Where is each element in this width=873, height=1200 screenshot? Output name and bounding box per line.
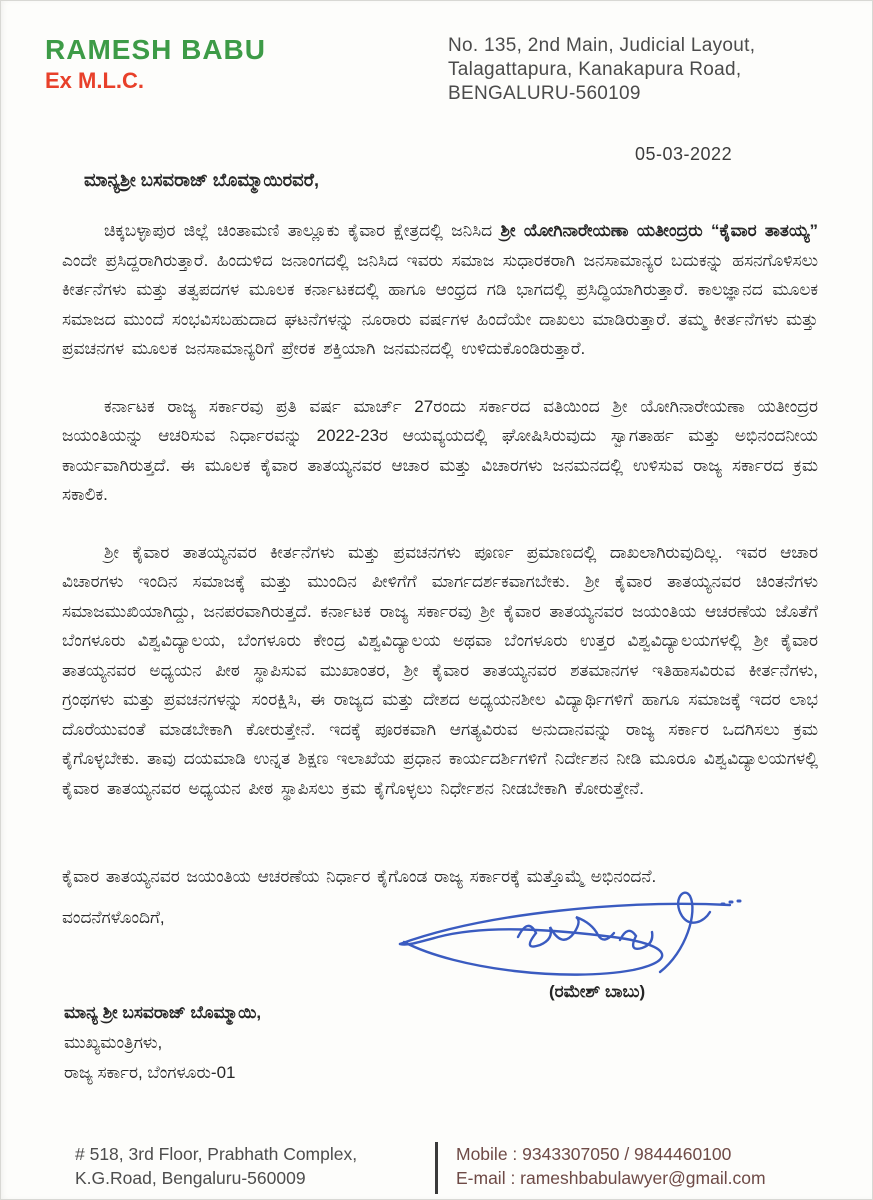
- footer-address: [0, 1142, 435, 1194]
- footer-divider: [435, 1142, 438, 1194]
- paragraph-1-bold-name: ಶ್ರೀ ಯೋಗಿನಾರೇಯಣಾ ಯತೀಂದ್ರರು “ಕೈವಾರ ತಾತಯ್ಯ”: [500, 221, 818, 240]
- footer: [0, 1142, 873, 1194]
- recipient-designation: ಮುಖ್ಯಮಂತ್ರಿಗಳು,: [64, 1033, 163, 1052]
- letter-body: [62, 216, 818, 848]
- letterhead-address-line: No. 135, 2nd Main, Judicial Layout,: [448, 35, 756, 56]
- paragraph-1-text: ಎಂದೇ ಪ್ರಸಿದ್ದರಾಗಿರುತ್ತಾರೆ. ಹಿಂದುಳಿದ ಜನಾಂಗದಲ್ಲಿ ಜನಿಸಿದ ಇವರು ಸಮಾಜ ಸುಧಾರಕರಾಗಿ ಜನಸಾಮಾನ್ಯರ ಬದುಕನ್ನು ಹಸನಗೊಳಿಸಲು ಕೀರ್ತನೆಗಳು ಮತ್ತು ತತ್ವಪದಗಳ ಮೂಲಕ ಕರ್ನಾಟಕದಲ್ಲಿ ಹಾಗೂ ಆಂಧ್ರದ ಗಡಿ ಭಾಗದಲ್ಲಿ ಪ್ರಸಿದ್ಧಿಯಾಗಿರುತ್ತಾರೆ. ಕಾಲಜ್ಞಾನದ ಮೂಲಕ ಸಮಾಜದ ಮುಂದೆ ಸಂಭವಿಸಬಹುದಾದ ಘಟನೆಗಳನ್ನು ನೂರಾರು ವರ್ಷಗಳ ಹಿಂದೆಯೇ ದಾಖಲು ಮಾಡಿರುತ್ತಾರೆ. ತಮ್ಮ ಕೀರ್ತನೆಗಳು ಮತ್ತು ಪ್ರವಚನಗಳ ಮೂಲಕ ಜನಸಾಮಾನ್ಯರಿಗೆ ಪ್ರೇರಕ ಶಕ್ತಿಯಾಗಿ ಜನಮನದಲ್ಲಿ ಉಳಿದುಕೊಂಡಿರುತ್ತಾರೆ.: [62, 250, 818, 358]
- paragraph-1: [62, 216, 818, 364]
- regards-line: ವಂದನೆಗಳೊಂದಿಗೆ,: [62, 908, 165, 927]
- letterhead-name: RAMESH BABU: [45, 34, 266, 65]
- salutation: ಮಾನ್ಯಶ್ರೀ ಬಸವರಾಜ್ ಬೊಮ್ಮಾಯಿರವರೆ,: [84, 170, 319, 190]
- letterhead-identity: [45, 34, 266, 106]
- letterhead-title: Ex M.L.C.: [45, 68, 145, 93]
- recipient-block: [64, 998, 261, 1088]
- footer-email: E-mail : rameshbabulawyer@gmail.com: [456, 1168, 766, 1188]
- letterhead-address-line: Talagattapura, Kanakapura Road,: [448, 59, 742, 80]
- paragraph-1-text: ಚಿಕ್ಕಬಳ್ಳಾಪುರ ಜಿಲ್ಲೆ ಚಿಂತಾಮಣಿ ತಾಲ್ಲೂಕು ಕೈವಾರ ಕ್ಷೇತ್ರದಲ್ಲಿ ಜನಿಸಿದ: [104, 221, 501, 240]
- closing-line: ಕೈವಾರ ತಾತಯ್ಯನವರ ಜಯಂತಿಯ ಆಚರಣೆಯ ನಿರ್ಧಾರ ಕೈಗೊಂಡ ರಾಜ್ಯ ಸರ್ಕಾರಕ್ಕೆ ಮತ್ತೊಮ್ಮೆ ಅಭಿನಂದನೆ.: [62, 867, 657, 886]
- letter-date: 05-03-2022: [635, 144, 733, 164]
- letterhead-address: [448, 34, 833, 106]
- letterhead: [45, 34, 833, 106]
- paragraph-2: ಕರ್ನಾಟಕ ರಾಜ್ಯ ಸರ್ಕಾರವು ಪ್ರತಿ ವರ್ಷ ಮಾರ್ಚ್ 27ರಂದು ಸರ್ಕಾರದ ವತಿಯಿಂದ ಶ್ರೀ ಯೋಗಿನಾರೇಯಣಾ ಯತೀಂದ್ರರ ಜಯಂತಿಯನ್ನು ಆಚರಿಸುವ ನಿರ್ಧಾರವನ್ನು 2022-23ರ ಆಯವ್ಯಯದಲ್ಲಿ ಘೋಷಿಸಿರುವುದು ಸ್ವಾಗತಾರ್ಹ ಮತ್ತು ಅಭಿನಂದನೀಯ ಕಾರ್ಯವಾಗಿರುತ್ತದೆ. ಈ ಮೂಲಕ ಕೈವಾರ ತಾತಯ್ಯನವರ ಆಚಾರ ಮತ್ತು ವಿಚಾರಗಳು ಜನಮನದಲ್ಲಿ ಉಳಿಸುವ ರಾಜ್ಯ ಸರ್ಕಾರದ ಕ್ರಮ ಸಕಾಲಿಕ.: [62, 396, 818, 504]
- footer-contact: [456, 1142, 766, 1194]
- footer-mobile: Mobile : 9343307050 / 9844460100: [456, 1144, 732, 1164]
- footer-address-line2: K.G.Road, Bengaluru-560009: [75, 1168, 306, 1188]
- signatory-name: (ರಮೇಶ್ ಬಾಬು): [549, 982, 646, 1001]
- footer-address-line1: # 518, 3rd Floor, Prabhath Complex,: [75, 1144, 358, 1164]
- recipient-name: ಮಾನ್ಯ ಶ್ರೀ ಬಸವರಾಜ್ ಬೊಮ್ಮಾಯಿ,: [64, 1003, 262, 1022]
- letterhead-address-line: BENGALURU-560109: [448, 83, 641, 104]
- paragraph-3: ಶ್ರೀ ಕೈವಾರ ತಾತಯ್ಯನವರ ಕೀರ್ತನೆಗಳು ಮತ್ತು ಪ್ರವಚನಗಳು ಪೂರ್ಣ ಪ್ರಮಾಣದಲ್ಲಿ ದಾಖಲಾಗಿರುವುದಿಲ್ಲ. ಇವರ ಆಚಾರ ವಿಚಾರಗಳು ಇಂದಿನ ಸಮಾಜಕ್ಕೆ ಮತ್ತು ಮುಂದಿನ ಪೀಳಿಗೆಗೆ ಮಾರ್ಗದರ್ಶಕವಾಗಬೇಕು. ಶ್ರೀ ಕೈವಾರ ತಾತಯ್ಯನವರ ಚಿಂತನೆಗಳು ಸಮಾಜಮುಖಿಯಾಗಿದ್ದು, ಜನಪರವಾಗಿರುತ್ತದೆ. ಕರ್ನಾಟಕ ರಾಜ್ಯ ಸರ್ಕಾರವು ಶ್ರೀ ಕೈವಾರ ತಾತಯ್ಯನವರ ಜಯಂತಿಯ ಆಚರಣೆಯ ಜೊತೆಗೆ ಬೆಂಗಳೂರು ವಿಶ್ವವಿದ್ಯಾಲಯ, ಬೆಂಗಳೂರು ಕೇಂದ್ರ ವಿಶ್ವವಿದ್ಯಾಲಯ ಅಥವಾ ಬೆಂಗಳೂರು ಉತ್ತರ ವಿಶ್ವವಿದ್ಯಾಲಯಗಳಲ್ಲಿ ಶ್ರೀ ಕೈವಾರ ತಾತಯ್ಯನವರ ಅಧ್ಯಯನ ಪೀಠ ಸ್ಥಾಪಿಸುವ ಮುಖಾಂತರ, ಶ್ರೀ ಕೈವಾರ ತಾತಯ್ಯನವರ ಶತಮಾನಗಳ ಇತಿಹಾಸವಿರುವ ಕೀರ್ತನೆಗಳು, ಗ್ರಂಥಗಳು ಮತ್ತು ಪ್ರವಚನಗಳನ್ನು ಸಂರಕ್ಷಿಸಿ, ಈ ರಾಜ್ಯದ ಮತ್ತು ದೇಶದ ಅಧ್ಯಯನಶೀಲ ವಿದ್ಯಾರ್ಥಿಗಳಿಗೆ ಹಾಗೂ ಸಮಾಜಕ್ಕೆ ಇದರ ಲಾಭ ದೊರೆಯುವಂತೆ ಮಾಡಬೇಕಾಗಿ ಕೋರುತ್ತೇನೆ. ಇದಕ್ಕೆ ಪೂರಕವಾಗಿ ಆಗತ್ಯವಿರುವ ಅನುದಾನವನ್ನು ರಾಜ್ಯ ಸರ್ಕಾರ ಒದಗಿಸಲು ಕ್ರಮ ಕೈಗೊಳ್ಳಬೇಕು. ತಾವು ದಯಮಾಡಿ ಉನ್ನತ ಶಿಕ್ಷಣ ಇಲಾಖೆಯ ಪ್ರಧಾನ ಕಾರ್ಯದರ್ಶಿಗಳಿಗೆ ನಿರ್ದೇಶನ ನೀಡಿ ಮೂರೂ ವಿಶ್ವವಿದ್ಯಾಲಯಗಳಲ್ಲಿ ಕೈವಾರ ತಾತಯ್ಯನವರ ಅಧ್ಯಯನ ಪೀಠ ಸ್ಥಾಪಿಸಲು ಕ್ರಮ ಕೈಗೊಳ್ಳಲು ನಿರ್ಧೇಶನ ನೀಡಬೇಕಾಗಿ ಕೋರುತ್ತೇನೆ.: [62, 542, 818, 798]
- recipient-address: ರಾಜ್ಯ ಸರ್ಕಾರ, ಬೆಂಗಳೂರು-01: [64, 1063, 236, 1082]
- signature-ink: [398, 882, 758, 987]
